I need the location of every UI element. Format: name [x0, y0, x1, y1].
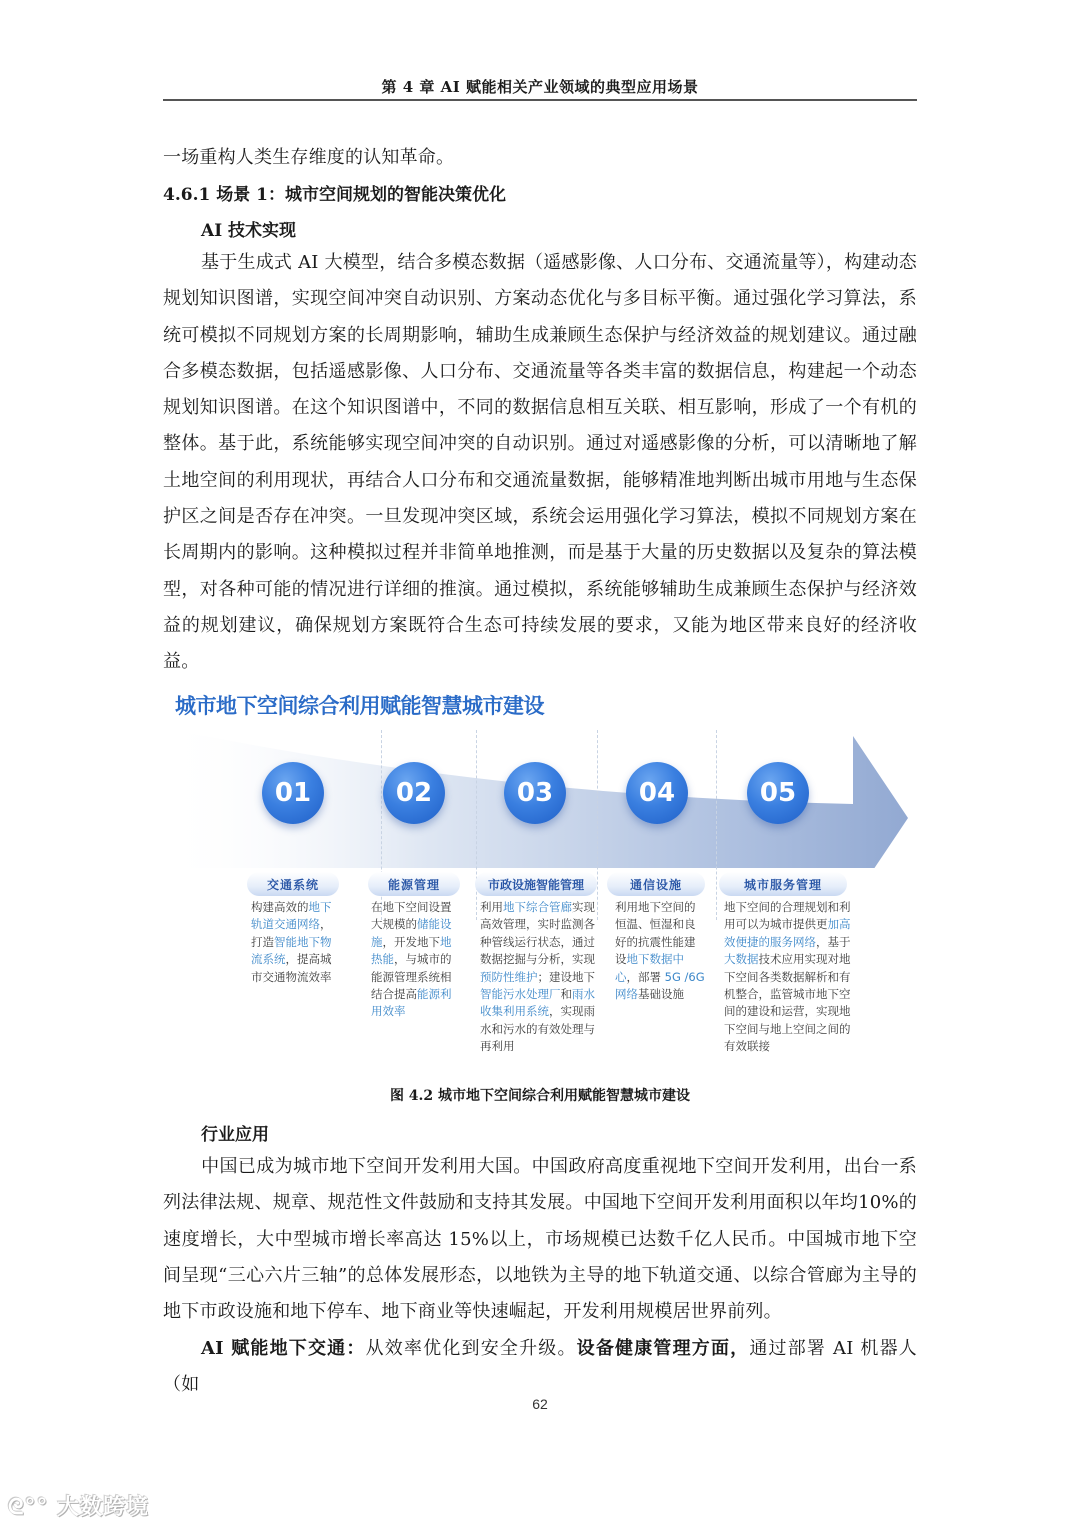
tech-paragraph	[163, 245, 917, 681]
step-number-04: 04	[626, 762, 688, 824]
section-heading: 4.6.1 场景 1：城市空间规划的智能决策优化	[163, 185, 506, 205]
step-label-energy: 能源管理	[368, 872, 460, 896]
tech-paragraph-text: 基于生成式 AI 大模型，结合多模态数据（遥感影像、人口分布、交通流量等），构建动态规划知识图谱，实现空间冲突自动识别、方案动态优化与多目标平衡。通过强化学习算法，系统可模拟不同规划方案的长周期影响，辅助生成兼顾生态保护与经济效益的规划建议。通过融合多模态数据，包括遥感影像、人口分布、交通流量等各类丰富的数据信息，构建起一个动态规划知识图谱。在这个知识图谱中，不同的数据信息相互关联、相互影响，形成了一个有机的整体。基于此，系统能够实现空间冲突的自动识别。通过对遥感影像的分析，可以清晰地了解土地空间的利用现状，再结合人口分布和交通流量数据，能够精准地判断出城市用地与生态保护区之间是否存在冲突。一旦发现冲突区域，系统会运用强化学习算法，模拟不同规划方案在长周期内的影响。这种模拟过程并非简单地推测，而是基于大量的历史数据以及复杂的算法模型，对各种可能的情况进行详细的推演。通过模拟，系统能够辅助生成兼顾生态保护与经济效益的规划建议，确保规划方案既符合生态可持续发展的要求，又能为地区带来良好的经济收益。	[163, 252, 917, 673]
ai-traffic-paragraph: AI 赋能地下交通：从效率优化到安全升级。设备健康管理方面，通过部署 AI 机器人（如	[163, 1338, 917, 1396]
step-label-city-service: 城市服务管理	[719, 872, 847, 896]
divider	[597, 730, 598, 920]
watermark-icon: ᘓ°°	[8, 1495, 49, 1520]
chapter-title: 第 4 章 AI 赋能相关产业领域的典型应用场景	[381, 78, 699, 96]
figure-title: 城市地下空间综合利用赋能智慧城市建设	[175, 694, 544, 718]
watermark-logo	[8, 1490, 149, 1521]
step-text-traffic: 构建高效的地下轨道交通网络，打造智能地下物流系统，提高城市交通物流效率	[251, 900, 332, 984]
figure-caption: 图 4.2 城市地下空间综合利用赋能智慧城市建设	[389, 1088, 691, 1104]
watermark-text: 大数跨境	[57, 1495, 150, 1520]
step-text-energy: 在地下空间设置大规模的储能设施，开发地下地热能，与城市的能源管理系统相结合提高能源利用效率	[371, 900, 452, 1019]
header-divider	[163, 99, 917, 101]
subheading-tech: AI 技术实现	[201, 221, 297, 241]
step-text-telecom: 利用地下空间的恒温、恒湿和良好的抗震性能建设地下数据中心，部署 5G /6G网络基础设施	[615, 900, 705, 1002]
step-label-municipal: 市政设施智能管理	[475, 872, 597, 896]
step-label-traffic: 交通系统	[247, 872, 339, 896]
step-number-02: 02	[383, 762, 445, 824]
industry-paragraph-text: 中国已成为城市地下空间开发利用大国。中国政府高度重视地下空间开发利用，出台一系列法律法规、规章、规范性文件鼓励和支持其发展。中国地下空间开发利用面积以年均10%的速度增长，大中型城市增长率高达 15%以上，市场规模已达数千亿人民币。中国城市地下空间呈现“三心六片三轴”的总体发展形态，以地铁为主导的地下轨道交通、以综合管廊为主导的地下市政设施和地下停车、地下商业等快速崛起，开发利用规模居世界前列。	[163, 1156, 917, 1323]
step-text-municipal: 利用地下综合管廊实现高效管理，实时监测各种管线运行状态，通过数据挖掘与分析，实现预防性维护；建设地下智能污水处理厂和雨水收集利用系统，实现雨水和污水的有效处理与再利用	[480, 900, 595, 1054]
step-number-03: 03	[504, 762, 566, 824]
step-text-city-service: 地下空间的合理规划和利用可以为城市提供更加高效便捷的服务网络，基于大数据技术应用实现对地下空间各类数据解析和有机整合，监管城市地下空间的建设和运营，实现地下空间与地上空间之间的有效联接	[724, 900, 851, 1054]
industry-paragraph	[163, 1149, 917, 1330]
page-number: 62	[532, 1396, 548, 1412]
divider	[716, 730, 717, 920]
step-number-05: 05	[747, 762, 809, 824]
subheading-industry: 行业应用	[201, 1125, 269, 1145]
step-label-telecom: 通信设施	[607, 872, 705, 896]
step-number-01: 01	[262, 762, 324, 824]
figure-4-2	[163, 680, 917, 1070]
intro-line: 一场重构人类生存维度的认知革命。	[163, 147, 455, 168]
